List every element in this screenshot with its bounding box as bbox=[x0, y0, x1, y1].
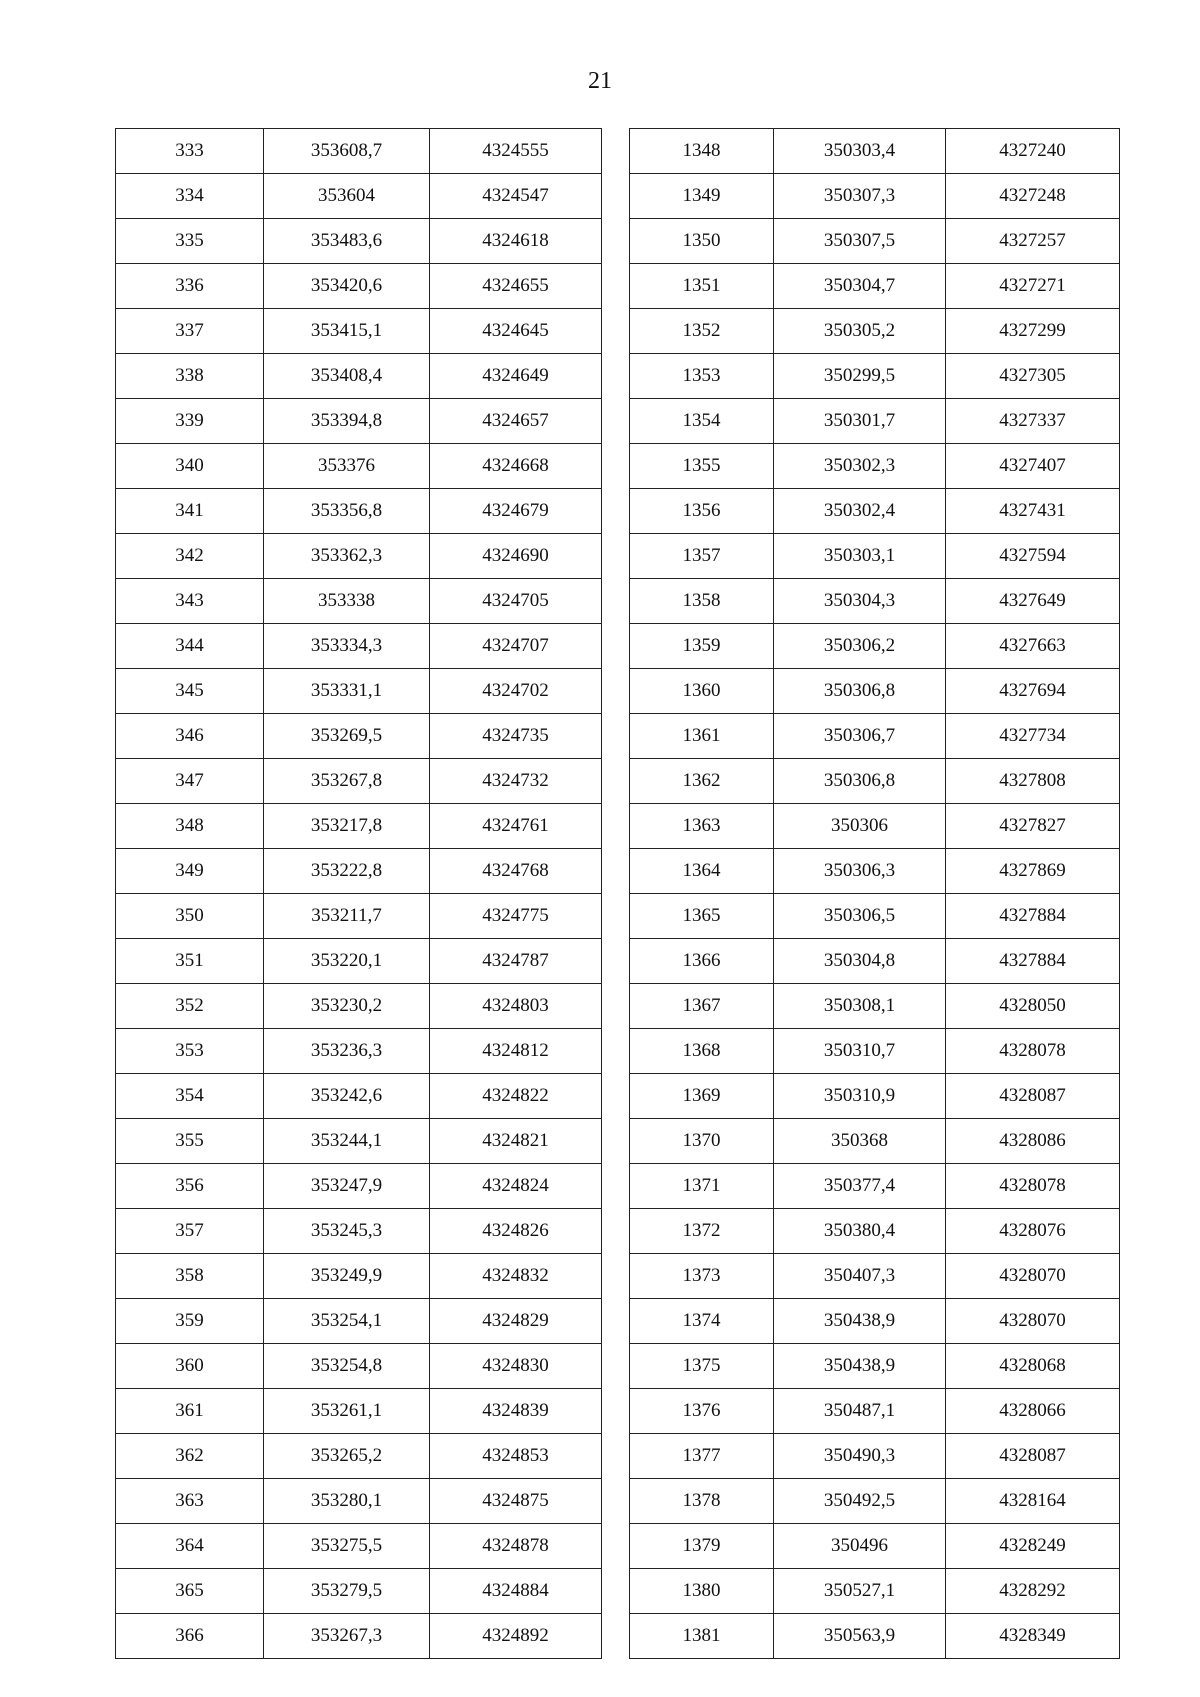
right-y-coordinate-cell: 4327271 bbox=[946, 264, 1120, 309]
left-x-coordinate-cell: 353267,3 bbox=[264, 1614, 430, 1659]
column-gap bbox=[602, 1209, 630, 1254]
table-row bbox=[116, 714, 1120, 759]
column-gap bbox=[602, 1344, 630, 1389]
left-x-coordinate-cell: 353261,1 bbox=[264, 1389, 430, 1434]
table-row bbox=[116, 1254, 1120, 1299]
right-y-coordinate-cell: 4327663 bbox=[946, 624, 1120, 669]
right-y-coordinate-cell: 4328078 bbox=[946, 1029, 1120, 1074]
left-y-coordinate-cell: 4324824 bbox=[430, 1164, 602, 1209]
left-x-coordinate-cell: 353249,9 bbox=[264, 1254, 430, 1299]
right-y-coordinate-cell: 4328249 bbox=[946, 1524, 1120, 1569]
table-row bbox=[116, 849, 1120, 894]
column-gap bbox=[602, 489, 630, 534]
left-x-coordinate-cell: 353420,6 bbox=[264, 264, 430, 309]
right-x-coordinate-cell: 350302,3 bbox=[774, 444, 946, 489]
right-y-coordinate-cell: 4327299 bbox=[946, 309, 1120, 354]
left-point-number-cell: 335 bbox=[116, 219, 264, 264]
right-x-coordinate-cell: 350306,5 bbox=[774, 894, 946, 939]
table-row bbox=[116, 489, 1120, 534]
left-point-number-cell: 362 bbox=[116, 1434, 264, 1479]
right-point-number-cell: 1348 bbox=[630, 129, 774, 174]
left-x-coordinate-cell: 353338 bbox=[264, 579, 430, 624]
table-row bbox=[116, 399, 1120, 444]
left-y-coordinate-cell: 4324679 bbox=[430, 489, 602, 534]
table-row bbox=[116, 219, 1120, 264]
right-y-coordinate-cell: 4327734 bbox=[946, 714, 1120, 759]
left-point-number-cell: 351 bbox=[116, 939, 264, 984]
right-point-number-cell: 1358 bbox=[630, 579, 774, 624]
right-y-coordinate-cell: 4327248 bbox=[946, 174, 1120, 219]
left-x-coordinate-cell: 353362,3 bbox=[264, 534, 430, 579]
column-gap bbox=[602, 714, 630, 759]
right-x-coordinate-cell: 350306,3 bbox=[774, 849, 946, 894]
left-point-number-cell: 342 bbox=[116, 534, 264, 579]
left-x-coordinate-cell: 353604 bbox=[264, 174, 430, 219]
right-y-coordinate-cell: 4327431 bbox=[946, 489, 1120, 534]
column-gap bbox=[602, 1389, 630, 1434]
column-gap bbox=[602, 174, 630, 219]
right-point-number-cell: 1366 bbox=[630, 939, 774, 984]
left-y-coordinate-cell: 4324655 bbox=[430, 264, 602, 309]
right-x-coordinate-cell: 350407,3 bbox=[774, 1254, 946, 1299]
right-x-coordinate-cell: 350308,1 bbox=[774, 984, 946, 1029]
left-y-coordinate-cell: 4324690 bbox=[430, 534, 602, 579]
left-x-coordinate-cell: 353280,1 bbox=[264, 1479, 430, 1524]
left-x-coordinate-cell: 353217,8 bbox=[264, 804, 430, 849]
column-gap bbox=[602, 939, 630, 984]
left-y-coordinate-cell: 4324812 bbox=[430, 1029, 602, 1074]
right-y-coordinate-cell: 4328087 bbox=[946, 1434, 1120, 1479]
table-row bbox=[116, 1164, 1120, 1209]
left-point-number-cell: 333 bbox=[116, 129, 264, 174]
right-point-number-cell: 1377 bbox=[630, 1434, 774, 1479]
left-point-number-cell: 355 bbox=[116, 1119, 264, 1164]
right-point-number-cell: 1368 bbox=[630, 1029, 774, 1074]
right-point-number-cell: 1378 bbox=[630, 1479, 774, 1524]
left-point-number-cell: 336 bbox=[116, 264, 264, 309]
right-x-coordinate-cell: 350303,1 bbox=[774, 534, 946, 579]
left-point-number-cell: 348 bbox=[116, 804, 264, 849]
left-y-coordinate-cell: 4324775 bbox=[430, 894, 602, 939]
left-x-coordinate-cell: 353334,3 bbox=[264, 624, 430, 669]
column-gap bbox=[602, 534, 630, 579]
left-x-coordinate-cell: 353356,8 bbox=[264, 489, 430, 534]
table-row bbox=[116, 354, 1120, 399]
right-x-coordinate-cell: 350304,3 bbox=[774, 579, 946, 624]
left-y-coordinate-cell: 4324892 bbox=[430, 1614, 602, 1659]
left-x-coordinate-cell: 353236,3 bbox=[264, 1029, 430, 1074]
left-y-coordinate-cell: 4324732 bbox=[430, 759, 602, 804]
page-number: 21 bbox=[588, 68, 612, 94]
right-point-number-cell: 1360 bbox=[630, 669, 774, 714]
left-x-coordinate-cell: 353245,3 bbox=[264, 1209, 430, 1254]
right-point-number-cell: 1381 bbox=[630, 1614, 774, 1659]
column-gap bbox=[602, 219, 630, 264]
left-y-coordinate-cell: 4324555 bbox=[430, 129, 602, 174]
left-y-coordinate-cell: 4324803 bbox=[430, 984, 602, 1029]
left-x-coordinate-cell: 353408,4 bbox=[264, 354, 430, 399]
right-y-coordinate-cell: 4327649 bbox=[946, 579, 1120, 624]
left-point-number-cell: 365 bbox=[116, 1569, 264, 1614]
left-point-number-cell: 350 bbox=[116, 894, 264, 939]
left-x-coordinate-cell: 353275,5 bbox=[264, 1524, 430, 1569]
right-x-coordinate-cell: 350307,3 bbox=[774, 174, 946, 219]
column-gap bbox=[602, 1119, 630, 1164]
right-x-coordinate-cell: 350380,4 bbox=[774, 1209, 946, 1254]
right-x-coordinate-cell: 350302,4 bbox=[774, 489, 946, 534]
right-x-coordinate-cell: 350487,1 bbox=[774, 1389, 946, 1434]
right-x-coordinate-cell: 350306,8 bbox=[774, 669, 946, 714]
right-point-number-cell: 1379 bbox=[630, 1524, 774, 1569]
right-point-number-cell: 1355 bbox=[630, 444, 774, 489]
right-y-coordinate-cell: 4328066 bbox=[946, 1389, 1120, 1434]
left-x-coordinate-cell: 353394,8 bbox=[264, 399, 430, 444]
left-point-number-cell: 366 bbox=[116, 1614, 264, 1659]
table-row bbox=[116, 1344, 1120, 1389]
right-y-coordinate-cell: 4327594 bbox=[946, 534, 1120, 579]
table-row bbox=[116, 1524, 1120, 1569]
right-y-coordinate-cell: 4327337 bbox=[946, 399, 1120, 444]
left-y-coordinate-cell: 4324618 bbox=[430, 219, 602, 264]
column-gap bbox=[602, 1434, 630, 1479]
left-x-coordinate-cell: 353211,7 bbox=[264, 894, 430, 939]
right-y-coordinate-cell: 4327869 bbox=[946, 849, 1120, 894]
left-x-coordinate-cell: 353244,1 bbox=[264, 1119, 430, 1164]
right-y-coordinate-cell: 4328070 bbox=[946, 1299, 1120, 1344]
left-x-coordinate-cell: 353415,1 bbox=[264, 309, 430, 354]
right-y-coordinate-cell: 4327407 bbox=[946, 444, 1120, 489]
right-y-coordinate-cell: 4327827 bbox=[946, 804, 1120, 849]
left-point-number-cell: 361 bbox=[116, 1389, 264, 1434]
right-x-coordinate-cell: 350304,8 bbox=[774, 939, 946, 984]
right-point-number-cell: 1374 bbox=[630, 1299, 774, 1344]
column-gap bbox=[602, 1524, 630, 1569]
right-x-coordinate-cell: 350368 bbox=[774, 1119, 946, 1164]
left-x-coordinate-cell: 353265,2 bbox=[264, 1434, 430, 1479]
table-row bbox=[116, 1209, 1120, 1254]
right-x-coordinate-cell: 350310,7 bbox=[774, 1029, 946, 1074]
right-point-number-cell: 1363 bbox=[630, 804, 774, 849]
table-row bbox=[116, 444, 1120, 489]
left-point-number-cell: 346 bbox=[116, 714, 264, 759]
left-point-number-cell: 352 bbox=[116, 984, 264, 1029]
left-x-coordinate-cell: 353331,1 bbox=[264, 669, 430, 714]
right-point-number-cell: 1364 bbox=[630, 849, 774, 894]
table-row bbox=[116, 534, 1120, 579]
left-x-coordinate-cell: 353279,5 bbox=[264, 1569, 430, 1614]
left-point-number-cell: 341 bbox=[116, 489, 264, 534]
left-point-number-cell: 347 bbox=[116, 759, 264, 804]
right-x-coordinate-cell: 350496 bbox=[774, 1524, 946, 1569]
left-y-coordinate-cell: 4324768 bbox=[430, 849, 602, 894]
table-row bbox=[116, 1569, 1120, 1614]
left-y-coordinate-cell: 4324668 bbox=[430, 444, 602, 489]
left-x-coordinate-cell: 353267,8 bbox=[264, 759, 430, 804]
left-x-coordinate-cell: 353247,9 bbox=[264, 1164, 430, 1209]
left-y-coordinate-cell: 4324830 bbox=[430, 1344, 602, 1389]
right-y-coordinate-cell: 4327694 bbox=[946, 669, 1120, 714]
table-row bbox=[116, 1074, 1120, 1119]
right-y-coordinate-cell: 4328078 bbox=[946, 1164, 1120, 1209]
column-gap bbox=[602, 579, 630, 624]
left-y-coordinate-cell: 4324829 bbox=[430, 1299, 602, 1344]
left-point-number-cell: 338 bbox=[116, 354, 264, 399]
column-gap bbox=[602, 894, 630, 939]
column-gap bbox=[602, 984, 630, 1029]
left-point-number-cell: 340 bbox=[116, 444, 264, 489]
column-gap bbox=[602, 354, 630, 399]
right-point-number-cell: 1372 bbox=[630, 1209, 774, 1254]
left-y-coordinate-cell: 4324735 bbox=[430, 714, 602, 759]
left-point-number-cell: 343 bbox=[116, 579, 264, 624]
table-row bbox=[116, 984, 1120, 1029]
right-y-coordinate-cell: 4328349 bbox=[946, 1614, 1120, 1659]
left-y-coordinate-cell: 4324826 bbox=[430, 1209, 602, 1254]
right-point-number-cell: 1357 bbox=[630, 534, 774, 579]
column-gap bbox=[602, 1299, 630, 1344]
table-row bbox=[116, 264, 1120, 309]
right-point-number-cell: 1367 bbox=[630, 984, 774, 1029]
left-y-coordinate-cell: 4324707 bbox=[430, 624, 602, 669]
left-point-number-cell: 356 bbox=[116, 1164, 264, 1209]
left-point-number-cell: 349 bbox=[116, 849, 264, 894]
right-x-coordinate-cell: 350310,9 bbox=[774, 1074, 946, 1119]
column-gap bbox=[602, 1569, 630, 1614]
left-point-number-cell: 363 bbox=[116, 1479, 264, 1524]
column-gap bbox=[602, 1614, 630, 1659]
table-row bbox=[116, 1299, 1120, 1344]
left-y-coordinate-cell: 4324705 bbox=[430, 579, 602, 624]
right-point-number-cell: 1353 bbox=[630, 354, 774, 399]
column-gap bbox=[602, 849, 630, 894]
right-point-number-cell: 1359 bbox=[630, 624, 774, 669]
right-point-number-cell: 1350 bbox=[630, 219, 774, 264]
right-x-coordinate-cell: 350301,7 bbox=[774, 399, 946, 444]
right-y-coordinate-cell: 4328087 bbox=[946, 1074, 1120, 1119]
column-gap bbox=[602, 1479, 630, 1524]
column-gap bbox=[602, 669, 630, 714]
column-gap bbox=[602, 129, 630, 174]
right-x-coordinate-cell: 350305,2 bbox=[774, 309, 946, 354]
right-point-number-cell: 1376 bbox=[630, 1389, 774, 1434]
right-point-number-cell: 1365 bbox=[630, 894, 774, 939]
left-x-coordinate-cell: 353230,2 bbox=[264, 984, 430, 1029]
left-x-coordinate-cell: 353220,1 bbox=[264, 939, 430, 984]
left-x-coordinate-cell: 353254,1 bbox=[264, 1299, 430, 1344]
left-x-coordinate-cell: 353608,7 bbox=[264, 129, 430, 174]
left-point-number-cell: 354 bbox=[116, 1074, 264, 1119]
left-point-number-cell: 364 bbox=[116, 1524, 264, 1569]
right-y-coordinate-cell: 4327257 bbox=[946, 219, 1120, 264]
left-x-coordinate-cell: 353254,8 bbox=[264, 1344, 430, 1389]
left-y-coordinate-cell: 4324878 bbox=[430, 1524, 602, 1569]
right-y-coordinate-cell: 4327240 bbox=[946, 129, 1120, 174]
right-y-coordinate-cell: 4328076 bbox=[946, 1209, 1120, 1254]
table-row bbox=[116, 1389, 1120, 1434]
left-point-number-cell: 360 bbox=[116, 1344, 264, 1389]
table-row bbox=[116, 1434, 1120, 1479]
table-row bbox=[116, 759, 1120, 804]
left-point-number-cell: 344 bbox=[116, 624, 264, 669]
left-x-coordinate-cell: 353242,6 bbox=[264, 1074, 430, 1119]
column-gap bbox=[602, 1164, 630, 1209]
table-row bbox=[116, 894, 1120, 939]
left-point-number-cell: 337 bbox=[116, 309, 264, 354]
column-gap bbox=[602, 804, 630, 849]
right-point-number-cell: 1351 bbox=[630, 264, 774, 309]
left-point-number-cell: 334 bbox=[116, 174, 264, 219]
right-point-number-cell: 1375 bbox=[630, 1344, 774, 1389]
right-y-coordinate-cell: 4327884 bbox=[946, 894, 1120, 939]
right-y-coordinate-cell: 4328050 bbox=[946, 984, 1120, 1029]
right-y-coordinate-cell: 4328068 bbox=[946, 1344, 1120, 1389]
left-y-coordinate-cell: 4324875 bbox=[430, 1479, 602, 1524]
right-point-number-cell: 1356 bbox=[630, 489, 774, 534]
right-point-number-cell: 1370 bbox=[630, 1119, 774, 1164]
column-gap bbox=[602, 1074, 630, 1119]
right-point-number-cell: 1361 bbox=[630, 714, 774, 759]
left-y-coordinate-cell: 4324547 bbox=[430, 174, 602, 219]
left-point-number-cell: 339 bbox=[116, 399, 264, 444]
coordinates-table-body bbox=[116, 129, 1120, 1659]
left-point-number-cell: 357 bbox=[116, 1209, 264, 1254]
column-gap bbox=[602, 1029, 630, 1074]
left-y-coordinate-cell: 4324657 bbox=[430, 399, 602, 444]
right-x-coordinate-cell: 350304,7 bbox=[774, 264, 946, 309]
right-point-number-cell: 1373 bbox=[630, 1254, 774, 1299]
left-y-coordinate-cell: 4324761 bbox=[430, 804, 602, 849]
table-row bbox=[116, 129, 1120, 174]
right-y-coordinate-cell: 4328086 bbox=[946, 1119, 1120, 1164]
table-row bbox=[116, 579, 1120, 624]
right-x-coordinate-cell: 350490,3 bbox=[774, 1434, 946, 1479]
table-row bbox=[116, 939, 1120, 984]
right-x-coordinate-cell: 350306,7 bbox=[774, 714, 946, 759]
right-point-number-cell: 1380 bbox=[630, 1569, 774, 1614]
column-gap bbox=[602, 444, 630, 489]
column-gap bbox=[602, 759, 630, 804]
right-point-number-cell: 1354 bbox=[630, 399, 774, 444]
right-point-number-cell: 1362 bbox=[630, 759, 774, 804]
column-gap bbox=[602, 264, 630, 309]
table-row bbox=[116, 669, 1120, 714]
right-y-coordinate-cell: 4327808 bbox=[946, 759, 1120, 804]
left-point-number-cell: 358 bbox=[116, 1254, 264, 1299]
right-x-coordinate-cell: 350438,9 bbox=[774, 1299, 946, 1344]
left-y-coordinate-cell: 4324787 bbox=[430, 939, 602, 984]
left-point-number-cell: 353 bbox=[116, 1029, 264, 1074]
right-y-coordinate-cell: 4328164 bbox=[946, 1479, 1120, 1524]
right-x-coordinate-cell: 350306,2 bbox=[774, 624, 946, 669]
right-x-coordinate-cell: 350492,5 bbox=[774, 1479, 946, 1524]
left-y-coordinate-cell: 4324645 bbox=[430, 309, 602, 354]
table-row bbox=[116, 1119, 1120, 1164]
left-y-coordinate-cell: 4324821 bbox=[430, 1119, 602, 1164]
right-point-number-cell: 1349 bbox=[630, 174, 774, 219]
column-gap bbox=[602, 624, 630, 669]
table-row bbox=[116, 1029, 1120, 1074]
column-gap bbox=[602, 399, 630, 444]
right-y-coordinate-cell: 4327884 bbox=[946, 939, 1120, 984]
left-x-coordinate-cell: 353222,8 bbox=[264, 849, 430, 894]
column-gap bbox=[602, 309, 630, 354]
table-row bbox=[116, 804, 1120, 849]
left-point-number-cell: 359 bbox=[116, 1299, 264, 1344]
left-y-coordinate-cell: 4324832 bbox=[430, 1254, 602, 1299]
left-point-number-cell: 345 bbox=[116, 669, 264, 714]
table-row bbox=[116, 174, 1120, 219]
table-row bbox=[116, 1479, 1120, 1524]
coordinates-table bbox=[115, 128, 1120, 1659]
right-x-coordinate-cell: 350303,4 bbox=[774, 129, 946, 174]
right-point-number-cell: 1352 bbox=[630, 309, 774, 354]
right-x-coordinate-cell: 350377,4 bbox=[774, 1164, 946, 1209]
left-y-coordinate-cell: 4324884 bbox=[430, 1569, 602, 1614]
right-y-coordinate-cell: 4328292 bbox=[946, 1569, 1120, 1614]
right-x-coordinate-cell: 350299,5 bbox=[774, 354, 946, 399]
right-x-coordinate-cell: 350306,8 bbox=[774, 759, 946, 804]
right-point-number-cell: 1369 bbox=[630, 1074, 774, 1119]
left-x-coordinate-cell: 353269,5 bbox=[264, 714, 430, 759]
right-point-number-cell: 1371 bbox=[630, 1164, 774, 1209]
right-x-coordinate-cell: 350306 bbox=[774, 804, 946, 849]
table-row bbox=[116, 624, 1120, 669]
table-row bbox=[116, 309, 1120, 354]
right-x-coordinate-cell: 350527,1 bbox=[774, 1569, 946, 1614]
left-x-coordinate-cell: 353483,6 bbox=[264, 219, 430, 264]
right-y-coordinate-cell: 4327305 bbox=[946, 354, 1120, 399]
right-y-coordinate-cell: 4328070 bbox=[946, 1254, 1120, 1299]
left-y-coordinate-cell: 4324839 bbox=[430, 1389, 602, 1434]
left-y-coordinate-cell: 4324649 bbox=[430, 354, 602, 399]
left-y-coordinate-cell: 4324702 bbox=[430, 669, 602, 714]
left-x-coordinate-cell: 353376 bbox=[264, 444, 430, 489]
right-x-coordinate-cell: 350307,5 bbox=[774, 219, 946, 264]
column-gap bbox=[602, 1254, 630, 1299]
left-y-coordinate-cell: 4324822 bbox=[430, 1074, 602, 1119]
right-x-coordinate-cell: 350438,9 bbox=[774, 1344, 946, 1389]
left-y-coordinate-cell: 4324853 bbox=[430, 1434, 602, 1479]
table-row bbox=[116, 1614, 1120, 1659]
right-x-coordinate-cell: 350563,9 bbox=[774, 1614, 946, 1659]
